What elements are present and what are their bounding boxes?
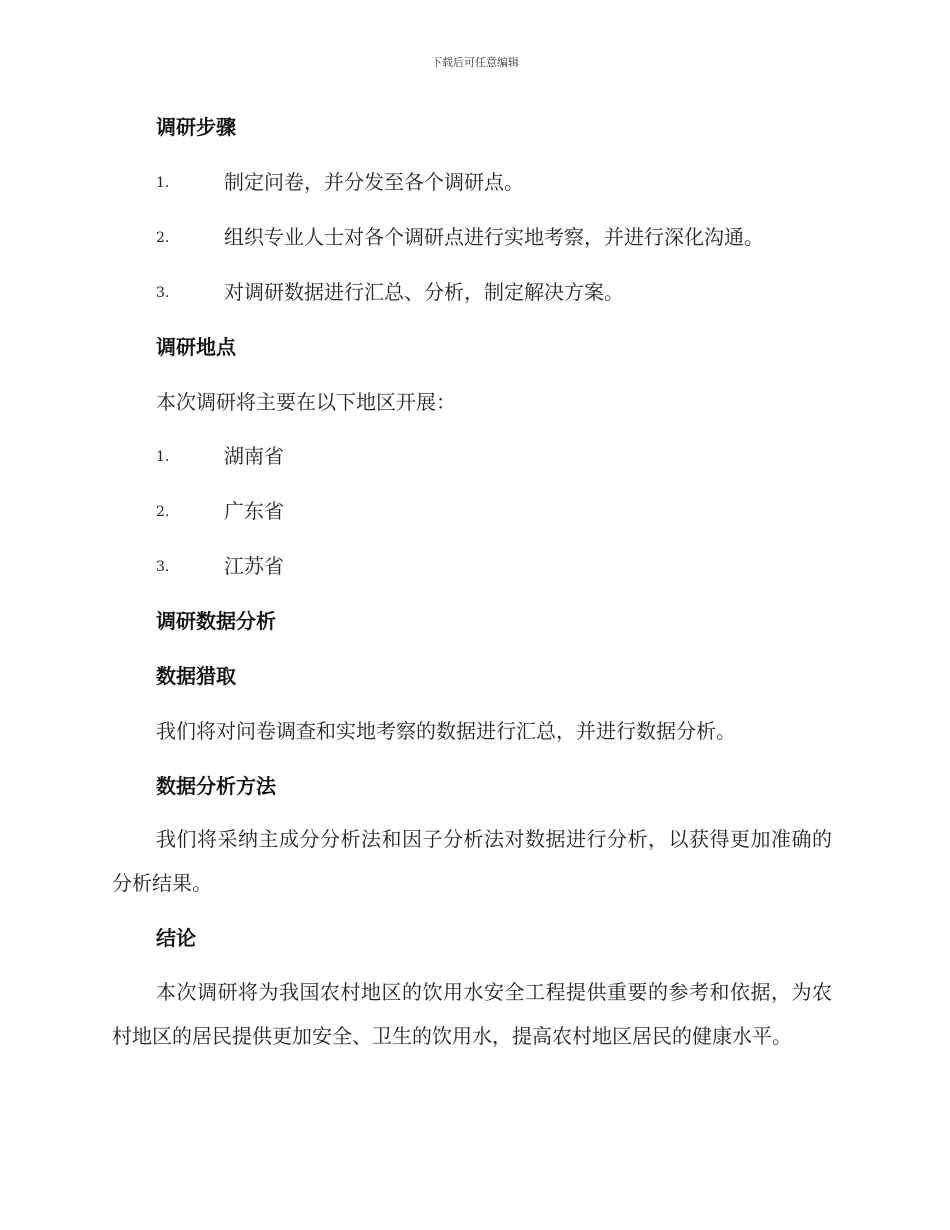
subheading-analysis-methods: 数据分析方法 [156, 774, 276, 798]
locations-intro: 本次调研将主要在以下地区开展： [156, 390, 456, 414]
data-collection-text: 我们将对问卷调查和实地考察的数据进行汇总，并进行数据分析。 [156, 719, 736, 743]
list-text: 江苏省 [224, 554, 284, 578]
list-text: 组织专业人士对各个调研点进行实地考察，并进行深化沟通。 [224, 225, 764, 249]
list-number: 3. [156, 285, 170, 301]
list-number: 1. [156, 175, 170, 191]
conclusion-text: 本次调研将为我国农村地区的饮用水安全工程提供重要的参考和依据，为农村地区的居民提供更加安全、卫生的饮用水，提高农村地区居民的健康水平。 [112, 980, 832, 1048]
list-number: 1. [156, 449, 170, 465]
analysis-methods-text: 我们将采纳主成分分析法和因子分析法对数据进行分析，以获得更加准确的分析结果。 [112, 827, 832, 895]
list-text: 广东省 [224, 499, 284, 523]
list-number: 2. [156, 504, 170, 520]
page-header-note: 下载后可任意编辑 [431, 56, 519, 69]
section-heading-analysis: 调研数据分析 [156, 609, 276, 633]
list-text: 湖南省 [224, 444, 284, 468]
list-number: 3. [156, 559, 170, 575]
list-number: 2. [156, 230, 170, 246]
section-heading-steps: 调研步骤 [156, 115, 236, 139]
section-heading-conclusion: 结论 [156, 926, 196, 950]
section-heading-locations: 调研地点 [156, 335, 236, 359]
list-text: 制定问卷，并分发至各个调研点。 [224, 170, 524, 194]
subheading-data-collection: 数据猎取 [156, 664, 236, 688]
list-text: 对调研数据进行汇总、分析，制定解决方案。 [224, 280, 624, 304]
